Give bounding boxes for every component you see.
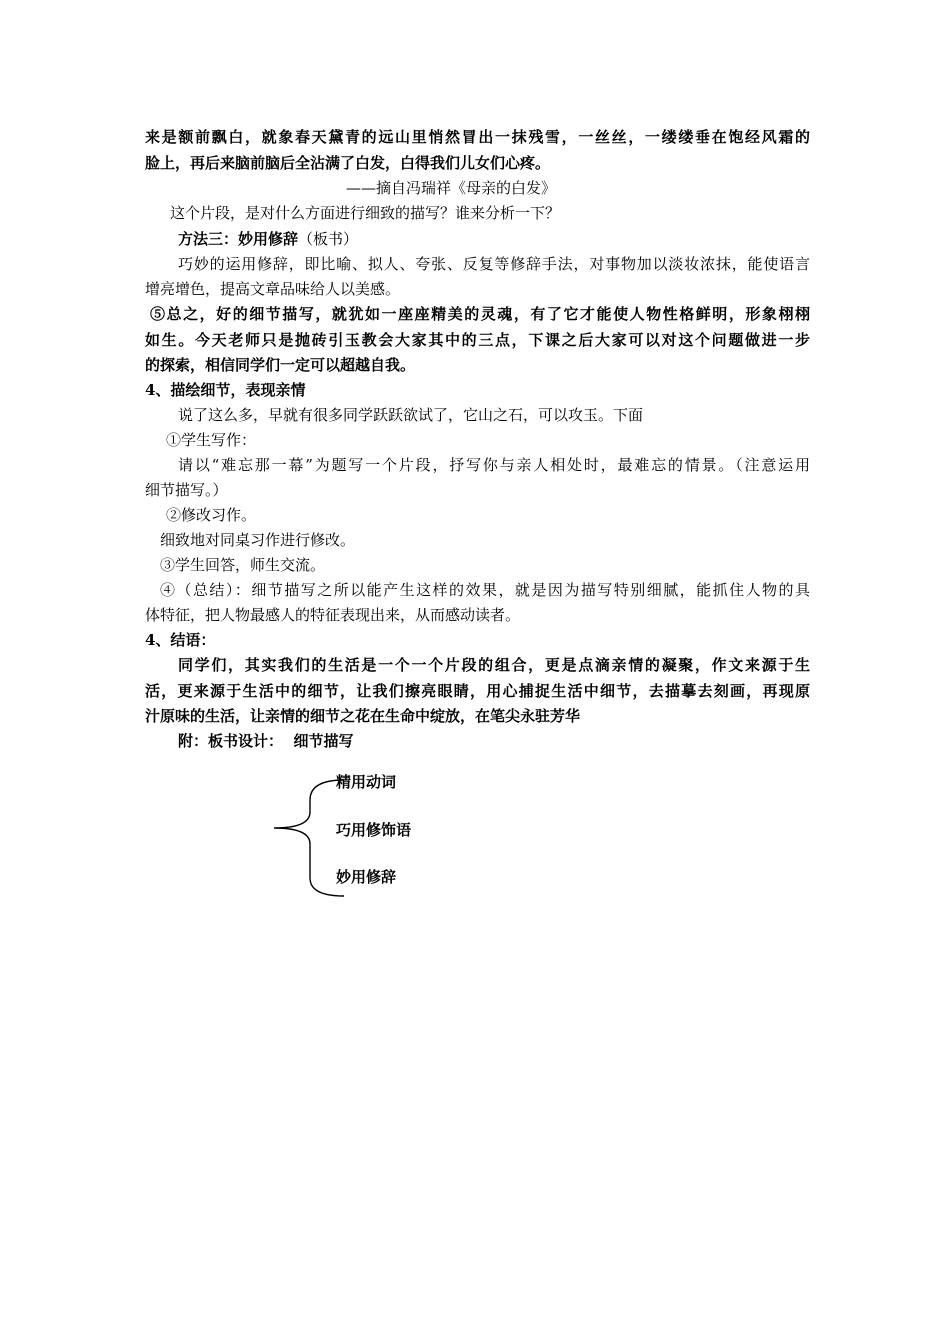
paragraph-line: 说了这么多，早就有很多同学跃跃欲试了，它山之石，可以攻玉。下面 <box>178 406 644 424</box>
section-heading: 4、结语： <box>145 631 216 649</box>
method-heading <box>178 226 358 252</box>
paragraph-line: 增亮增色，提高文章品味给人以美感。 <box>145 280 401 298</box>
method-note: （板书） <box>298 230 359 248</box>
summary-line: 如生。今天老师只是抛砖引玉教会大家其中的三点，下课之后大家可以对这个问题做进一步 <box>145 331 810 349</box>
citation-line: ——摘自冯瑞祥《母亲的白发》 <box>346 179 557 197</box>
paragraph-line: 细致地对同桌习作进行修改。 <box>160 531 356 549</box>
section-heading: 4、描绘细节，表现亲情 <box>145 381 306 399</box>
summary-line: ⑤总之，好的细节描写，就犹如一座座精美的灵魂，有了它才能使人物性格鲜明，形象栩栩 <box>150 305 810 323</box>
conclusion-line: 活，更来源于生活中的细节，让我们擦亮眼睛，用心捕捉生活中细节，去描摹去刻画，再现原 <box>145 682 810 700</box>
question-line: 这个片段，是对什么方面进行细致的描写？谁来分析一下？ <box>170 204 561 222</box>
board-design-heading: 附：板书设计： 细节描写 <box>178 732 354 750</box>
paragraph-line: 请以“难忘那一幕”为题写一个片段，抒写你与亲人相处时，最难忘的情景。（注意运用 <box>178 456 810 474</box>
brace-shape <box>274 780 344 896</box>
step-line: ③学生回答，师生交流。 <box>160 556 326 574</box>
paragraph-line: ④（总结）：细节描写之所以能产生这样的效果，就是因为描写特别细腻，能抓住人物的具 <box>160 581 810 599</box>
step-line: ①学生写作： <box>166 431 257 449</box>
paragraph-line: 细节描写。） <box>145 481 228 499</box>
method-title: 方法三：妙用修辞 <box>178 230 299 248</box>
paragraph-line: 体特征，把人物最感人的特征表现出来，从而感动读者。 <box>145 606 521 624</box>
paragraph-line: 脸上，再后来脑前脑后全沾满了白发，白得我们儿女们心疼。 <box>145 154 551 172</box>
diagram-item: 妙用修辞 <box>336 868 397 886</box>
conclusion-line: 同学们，其实我们的生活是一个一个片段的组合，更是点滴亲情的凝聚，作文来源于生 <box>178 656 810 674</box>
step-line: ②修改习作。 <box>166 506 257 524</box>
paragraph-line: 巧妙的运用修辞，即比喻、拟人、夸张、反复等修辞手法，对事物加以淡妆浓抹，能使语言 <box>178 255 810 273</box>
diagram-item: 精用动词 <box>336 773 397 791</box>
summary-line: 的探索，相信同学们一定可以超越自我。 <box>145 356 416 374</box>
paragraph-line: 来是额前飘白，就象春天黛青的远山里悄然冒出一抹残雪，一丝丝，一缕缕垂在饱经风霜的 <box>145 128 810 146</box>
diagram-item: 巧用修饰语 <box>336 821 412 839</box>
conclusion-line: 汁原味的生活，让亲情的细节之花在生命中绽放，在笔尖永驻芳华 <box>145 707 581 725</box>
